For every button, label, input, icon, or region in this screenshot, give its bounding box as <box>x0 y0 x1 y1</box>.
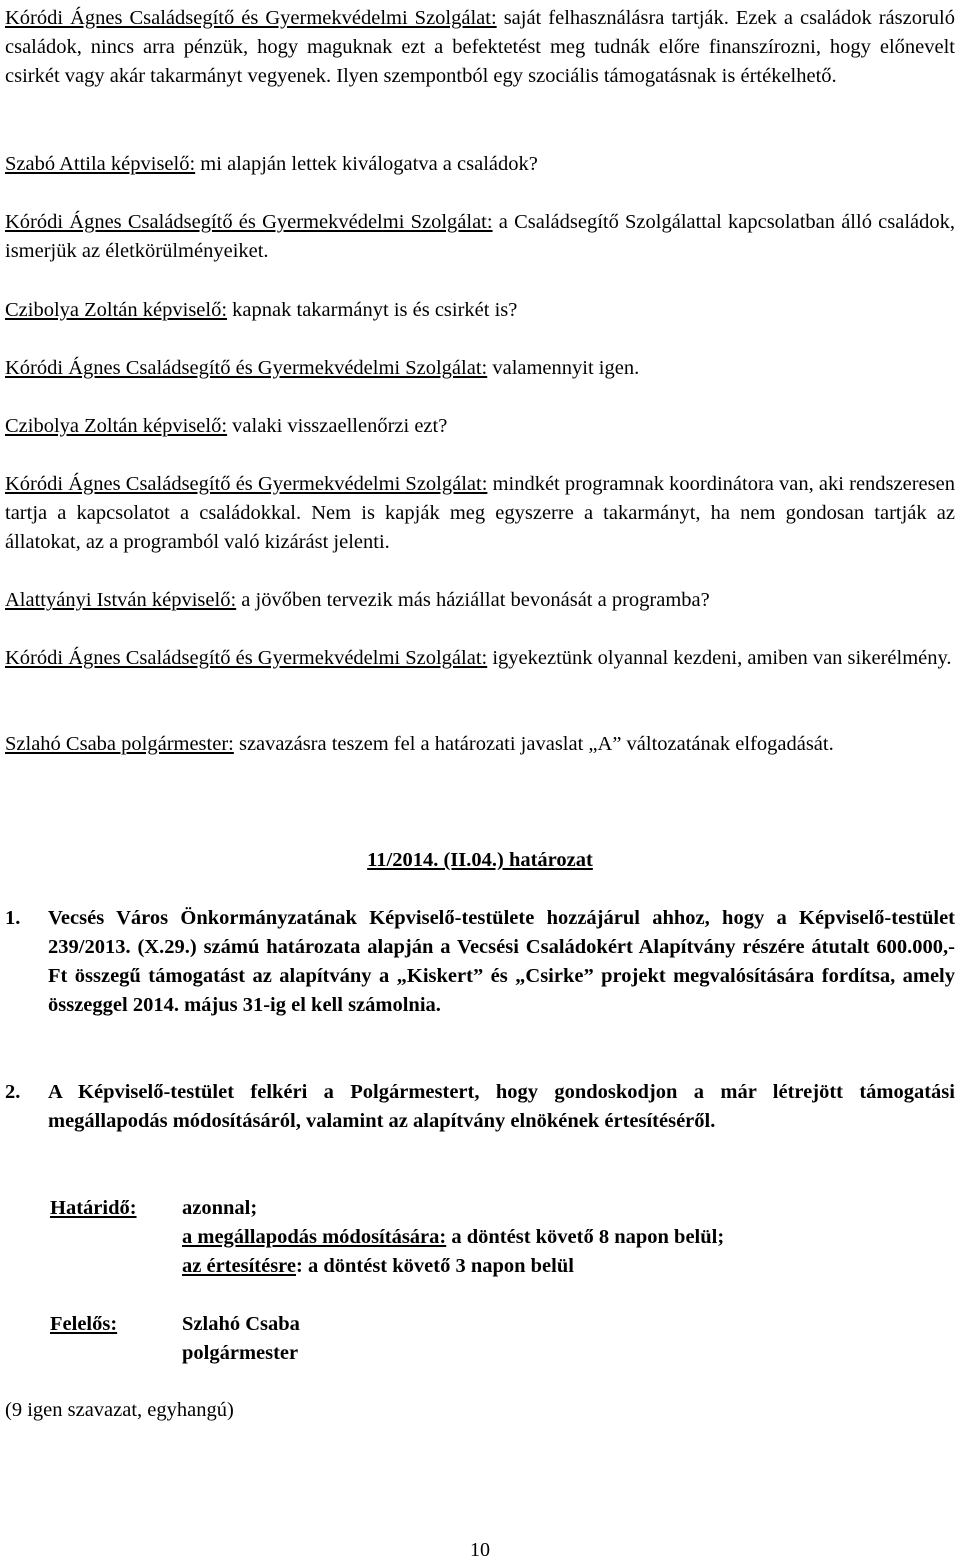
item-number: 2. <box>5 1081 21 1103</box>
paragraph-text: saját felhasználásra tartják. Ezek a családok rászoruló családok, nincs arra pénzük, hogy maguknak ezt a befektetést meg tudnák előre finanszírozni, hogy előnevelt csirkét vagy akár takarmányt vegyenek. Ilyen szempontból egy szociális támogatásnak is értékelhető. <box>5 7 955 87</box>
responsible-row <box>50 1310 300 1339</box>
speaker-label: Kóródi Ágnes Családsegítő és Gyermekvédelmi Szolgálat: <box>5 357 488 379</box>
speaker-label: Kóródi Ágnes Családsegítő és Gyermekvédelmi Szolgálat: <box>5 7 497 29</box>
responsible-title: polgármester <box>182 1342 299 1364</box>
vote-result: (9 igen szavazat, egyhangú) <box>5 1399 234 1421</box>
paragraph-10 <box>5 730 955 759</box>
paragraph-text: mi alapján lettek kiválogatva a családok? <box>195 153 538 175</box>
paragraph-1 <box>5 4 955 91</box>
paragraph-5 <box>5 354 955 383</box>
speaker-label: Szabó Attila képviselő: <box>5 153 196 175</box>
paragraph-2 <box>5 150 955 179</box>
deadline-line-2: a megállapodás módosítására: a döntést követő 8 napon belül; <box>182 1226 725 1248</box>
speaker-label: Alattyányi István képviselő: <box>5 589 237 611</box>
resolution-title: 11/2014. (II.04.) határozat <box>367 849 593 871</box>
deadline-line-3: az értesítésre: a döntést követő 3 napon belül <box>182 1255 574 1277</box>
paragraph-text: szavazásra teszem fel a határozati javaslat „A” változatának elfogadását. <box>233 733 834 755</box>
paragraph-text: valaki visszaellenőrzi ezt? <box>227 415 448 437</box>
speaker-label: Czibolya Zoltán képviselő: <box>5 299 228 321</box>
paragraph-text: kapnak takarmányt is és csirkét is? <box>227 299 518 321</box>
paragraph-9 <box>5 644 955 673</box>
resolution-item-1 <box>5 904 955 1020</box>
speaker-label: Kóródi Ágnes Családsegítő és Gyermekvédelmi Szolgálat: <box>5 473 488 495</box>
paragraph-text: mindkét programnak koordinátora van, aki rendszeresen tartja a kapcsolatot a családokkal. Nem is kapják meg egyszerre a takarmányt, ha nem gondosan tartják az állatokat, az a programból való kizárást jelenti. <box>5 473 955 553</box>
paragraph-7 <box>5 470 955 557</box>
responsible-name: Szlahó Csaba <box>182 1313 300 1335</box>
speaker-label: Kóródi Ágnes Családsegítő és Gyermekvédelmi Szolgálat: <box>5 647 488 669</box>
paragraph-text: a Családsegítő Szolgálattal kapcsolatban álló családok, ismerjük az életkörülményeiket. <box>5 211 955 262</box>
speaker-label: Szlahó Csaba polgármester: <box>5 733 234 755</box>
deadline-label: Határidő: <box>50 1197 137 1219</box>
speaker-label: Kóródi Ágnes Családsegítő és Gyermekvédelmi Szolgálat: <box>5 211 493 233</box>
item-text: A Képviselő-testület felkéri a Polgármestert, hogy gondoskodjon a már létrejött támogatási megállapodás módosításáról, valamint az alapítvány elnökének értesítéséről. <box>48 1081 955 1132</box>
page-number: 10 <box>470 1539 490 1561</box>
item-number: 1. <box>5 907 21 929</box>
resolution-item-2 <box>5 1078 955 1136</box>
deadline-row <box>50 1194 257 1223</box>
responsible-label: Felelős: <box>50 1313 118 1335</box>
paragraph-3 <box>5 208 955 266</box>
deadline-line-1: azonnal; <box>182 1197 258 1219</box>
paragraph-text: a jövőben tervezik más háziállat bevonását a programba? <box>236 589 710 611</box>
paragraph-text: igyekeztünk olyannal kezdeni, amiben van sikerélmény. <box>487 647 952 669</box>
paragraph-text: valamennyit igen. <box>487 357 640 379</box>
speaker-label: Czibolya Zoltán képviselő: <box>5 415 228 437</box>
paragraph-4 <box>5 296 955 325</box>
item-text: Vecsés Város Önkormányzatának Képviselő-testülete hozzájárul ahhoz, hogy a Képviselő-testület 239/2013. (X.29.) számú határozata alapján a Vecsési Családokért Alapítvány részére átutalt 600.000,- Ft összegű támogatást az alapítvány a „Kiskert” és „Csirke” projekt megvalósítására fordítsa, amely összeggel 2014. május 31-ig el kell számolnia. <box>48 907 955 1016</box>
paragraph-6 <box>5 412 955 441</box>
paragraph-8 <box>5 586 955 615</box>
